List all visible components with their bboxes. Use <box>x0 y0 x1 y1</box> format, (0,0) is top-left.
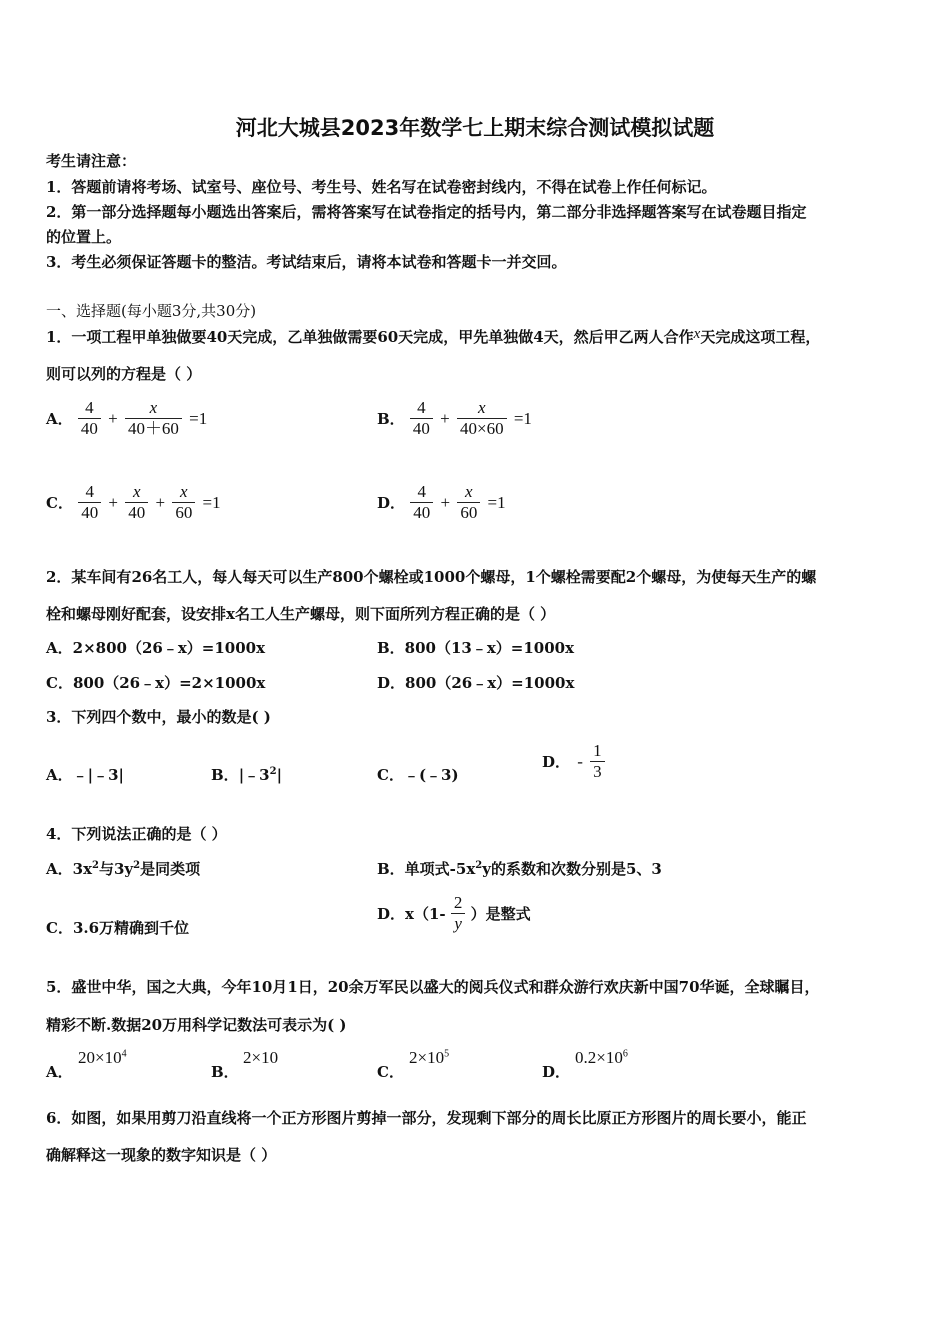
q3-stem: 3．下列四个数中，最小的数是( ) <box>46 708 271 726</box>
q5-option-b-label[interactable]: B． <box>211 1063 239 1081</box>
q3-option-a[interactable]: A．﹣|﹣3| <box>46 766 124 784</box>
notice-item-3: 3．考生必须保证答题卡的整洁。考试结束后，请将本试卷和答题卡一并交回。 <box>46 253 567 271</box>
q1-option-c[interactable]: C． $\frac{4}{40}$ + $\frac{x}{40}$ + $\frac{x}{60}$ =1 <box>46 482 221 522</box>
q5-stem-cont: 精彩不断.数据20万用科学记数法可表示为( ) <box>46 1016 347 1034</box>
section-heading: 一、选择题(每小题3分,共30分) <box>46 302 257 320</box>
q2-stem-cont: 栓和螺母刚好配套，设安排x名工人生产螺母，则下面所列方程正确的是（ ） <box>46 605 556 623</box>
q3-option-d[interactable]: D． - $\frac{1}{3}$ <box>542 741 605 782</box>
q3-option-c[interactable]: C．﹣(﹣3) <box>377 766 459 784</box>
q6-stem-cont: 确解释这一现象的数字知识是（ ） <box>46 1146 277 1164</box>
q1-option-a[interactable]: A． $\frac{4}{40}$ + $\frac{x}{40+60}$ =1 <box>46 398 208 438</box>
notice-item-2-cont: 的位置上。 <box>46 228 122 246</box>
q5-option-d[interactable]: $0.2\times 10^6$ <box>575 1048 628 1067</box>
notice-item-1: 1．答题前请将考场、试室号、座位号、考生号、姓名写在试卷密封线内，不得在试卷上作任何标记。 <box>46 178 717 196</box>
q6-stem: 6．如图，如果用剪刀沿直线将一个正方形图片剪掉一部分，发现剩下部分的周长比原正方形图片的周长要小，能正 <box>46 1109 807 1127</box>
q2-option-c[interactable]: C．800（26﹣x）=2×1000x <box>46 674 266 692</box>
q4-option-c[interactable]: C．3.6万精确到千位 <box>46 919 190 937</box>
q5-option-c[interactable]: $2\times 10^5$ <box>409 1048 450 1067</box>
q1-option-b[interactable]: B． $\frac{4}{40}$ + $\frac{x}{40\times 60}$ =1 <box>377 398 532 438</box>
q1-option-d[interactable]: D． $\frac{4}{40}$ + $\frac{x}{60}$ =1 <box>377 482 506 522</box>
q4-stem: 4．下列说法正确的是（ ） <box>46 825 227 843</box>
q4-option-a[interactable]: A．$3x^2$与$3y^2$是同类项 <box>46 860 201 878</box>
q4-option-d[interactable]: D．x（1- $\frac{2}{y}$ ）是整式 <box>377 893 531 933</box>
notice-item-2: 2．第一部分选择题每小题选出答案后，需将答案写在试卷指定的括号内，第二部分非选择题答案写在试卷题目指定 <box>46 203 807 221</box>
q1-stem: 1．一项工程甲单独做要40天完成，乙单独做需要60天完成，甲先单独做4天，然后甲乙两人合作x天完成这项工程， <box>46 326 821 346</box>
q5-option-b[interactable]: 2×10 <box>243 1048 279 1067</box>
q5-option-d-label[interactable]: D． <box>542 1063 571 1081</box>
q1-stem-cont: 则可以列的方程是（ ） <box>46 365 202 383</box>
notice-heading: 考生请注意： <box>46 152 137 170</box>
q3-option-b[interactable]: B．$|﹣3^2|$ <box>211 766 283 784</box>
q5-option-c-label[interactable]: C． <box>377 1063 404 1081</box>
q5-stem: 5．盛世中华，国之大典，今年10月1日，20余万军民以盛大的阅兵仪式和群众游行欢庆新中国70华诞，全球瞩目， <box>46 978 820 996</box>
q4-option-b[interactable]: B．单项式$-5x^2y$的系数和次数分别是5、3 <box>377 860 662 878</box>
q2-option-b[interactable]: B．800（13﹣x）=1000x <box>377 639 575 657</box>
q5-option-a[interactable]: $20\times 10^4$ <box>78 1048 127 1067</box>
q2-stem: 2．某车间有26名工人，每人每天可以生产800个螺栓或1000个螺母，1个螺栓需要配2个螺母，为使每天生产的螺 <box>46 568 817 586</box>
page-title: 河北大城县2023年数学七上期末综合测试模拟试题 <box>235 116 715 140</box>
q5-option-a-label[interactable]: A． <box>46 1063 73 1081</box>
q2-option-d[interactable]: D．800（26﹣x）=1000x <box>377 674 575 692</box>
q2-option-a[interactable]: A．2×800（26﹣x）=1000x <box>46 639 266 657</box>
